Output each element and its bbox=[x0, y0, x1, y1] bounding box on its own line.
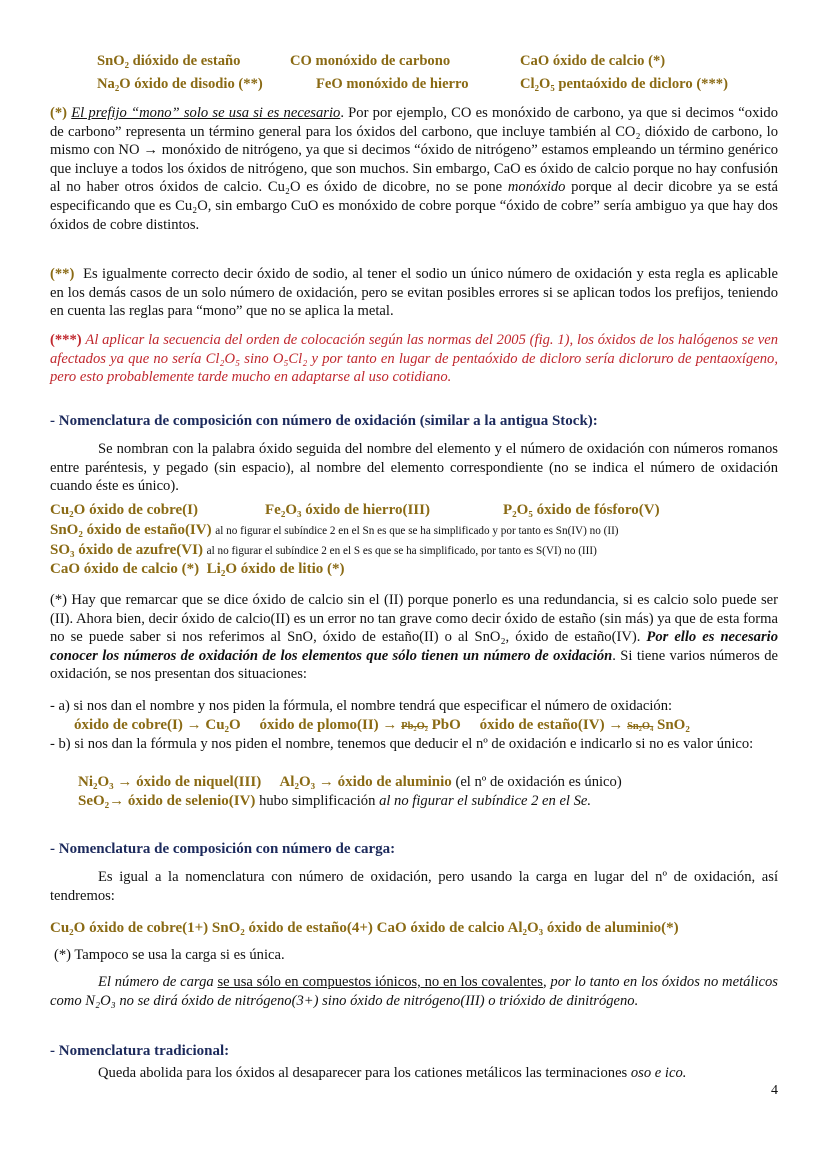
note-italic-word: monóxido bbox=[507, 179, 566, 196]
note-text-end: porque al decir dicobre ya se está especificando que es Cu₂O, sin embargo CuO es monóxido de cobre porque “óxido de cobre” sería ambiguo ya que hay dos óxidos de cobre distintos. bbox=[50, 179, 778, 233]
heading-traditional: - Nomenclatura tradicional: bbox=[50, 1043, 230, 1059]
note-mark: (**) bbox=[50, 266, 75, 282]
note-text: Es igualmente correcto decir óxido de sodio, al tener el sodio un único número de oxidación y esta regla es aplicable en los demás casos de un solo número de oxidación, pero se evitan posibles errores si se aplican todos los prefijos, teniendo en cuenta las reglas para “mono” que no se aplica la metal. bbox=[50, 266, 779, 320]
example-cao-li2o: CaO óxido de calcio (*) Li₂O óxido de litio (*) bbox=[50, 561, 345, 577]
section2-paragraph: El número de carga se usa sólo en compuestos iónicos, no en los covalentes, por lo tanto en los óxidos no metálicos como N₂O₃ no se dirá óxido de nitrógeno(3+) sino óxido de nitrógeno(III) o trióxido de dinitrógeno. bbox=[50, 974, 778, 1009]
section1-note: (*) Hay que remarcar que se dice óxido de calcio sin el (II) porque ponerlo es una redundancia, si es calcio solo puede ser (II). Ahora bien, decir óxido de calcio(II) es un error no tan grave como decir óxido de estaño (sin más) ya que de esta forma no se puede saber si nos referimos al SnO, óxido de estaño(II) o al SnO₂, óxido de estaño(IV). Por ello es necesario conocer los números de oxidación de los elementos que sólo tienen un número de oxidación. Si tiene varios números de oxidación, se nos presentan dos situaciones: bbox=[50, 592, 778, 683]
example-cu2o: Cu₂O óxido de cobre(I) bbox=[50, 502, 198, 518]
section3-text: Queda abolida para los óxidos al desaparecer para los cationes metálicos las terminaciones oso e ico. bbox=[98, 1065, 687, 1081]
note-halogens bbox=[50, 331, 778, 387]
example-note: al no figurar el subíndice 2 en el Sn es que se ha simplificado y por tanto es Sn(IV) no (II) bbox=[215, 525, 619, 537]
heading-oxidation-number: - Nomenclatura de composición con número de oxidación (similar a la antigua Stock): bbox=[50, 413, 598, 429]
section1-intro: Se nombran con la palabra óxido seguida del nombre del elemento y el número de oxidación con números romanos entre paréntesis, y pegado (sin espacio), al nombre del elemento correspondiente (no se indica el número de oxidación cuando éste es único). bbox=[50, 441, 778, 495]
case-a: - a) si nos dan el nombre y nos piden la fórmula, el nombre tendrá que especificar el número de oxidación: bbox=[50, 698, 673, 714]
example-sno2: SnO₂ dióxido de estaño bbox=[97, 53, 241, 69]
example-feo: FeO monóxido de hierro bbox=[316, 76, 469, 92]
note-mono bbox=[50, 104, 778, 234]
charge-note: (*) Tampoco se usa la carga si es única. bbox=[54, 947, 285, 963]
example-note: al no figurar el subíndice 2 en el S es que se ha simplificado, por tanto es S(VI) no (III) bbox=[206, 545, 597, 557]
example-so3-row: SO₃ óxido de azufre(VI) al no figurar el subíndice 2 en el S es que se ha simplificado, por tanto es S(VI) no (III) bbox=[50, 542, 597, 558]
example-cl2o5: Cl₂O₅ pentaóxido de dicloro (***) bbox=[520, 76, 728, 92]
section2-intro: Es igual a la nomenclatura con número de oxidación, pero usando la carga en lugar del nº de oxidación, así tendremos: bbox=[50, 869, 778, 904]
note-mark: (***) bbox=[50, 332, 82, 348]
note-text: Al aplicar la secuencia del orden de colocación según las normas del 2005 (fig. 1), los óxidos de los halógenos se ven afectados ya que no sería Cl₂O₅ sino O₅Cl₂ y por tanto en lugar de pentaóxido de dicloro sería dicloruro de pentaoxígeno, pero esto probablemente tarde mucho en adaptarse al uso cotidiano. bbox=[50, 332, 778, 386]
example-na2o: Na₂O óxido de disodio (**) bbox=[97, 76, 263, 92]
case-b-row1: Ni₂O₃ → óxido de niquel(III) Al₂O₃ → óxido de aluminio (el nº de oxidación es único) bbox=[78, 774, 622, 790]
note-sodium bbox=[50, 265, 778, 321]
case-b: - b) si nos dan la fórmula y nos piden el nombre, tenemos que deducir el nº de oxidación e indicarlo si no es valor único: bbox=[50, 736, 754, 752]
note-mark: (*) bbox=[50, 105, 68, 121]
example-p2o5: P₂O₅ óxido de fósforo(V) bbox=[503, 502, 660, 518]
note-text: . Por por ejemplo, CO es monóxido de carbono, ya que si decimos “oxido de carbono” representa un término general para los óxidos del carbono, que incluye también al CO₂ dióxido de carbono, lo mismo con NO → monóxido de nitrógeno, ya que si decimos “óxido de nitrógeno” estamos empleando un término genérico que incluye a todos los óxidos de nitrógeno, que son muchos. Sin embargo, CaO es óxido de calcio porque no hay confusión al no haber otros óxidos de calcio. Cu₂O es óxido de dicobre, no se pone bbox=[50, 105, 779, 196]
heading-charge-number: - Nomenclatura de composición con número de carga: bbox=[50, 841, 396, 857]
page-number: 4 bbox=[771, 1083, 778, 1098]
note-underlined-rule: El prefijo “mono” solo se usa si es necesario bbox=[71, 105, 341, 121]
case-b-row2: SeO₂→ óxido de selenio(IV) hubo simplificación al no figurar el subíndice 2 en el Se. bbox=[78, 793, 592, 809]
emphasis: Por ello es necesario conocer los números de oxidación de los elementos que sólo tienen un número de oxidación bbox=[50, 629, 778, 664]
charge-examples: Cu₂O óxido de cobre(1+) SnO₂ óxido de estaño(4+) CaO óxido de calcio Al₂O₃ óxido de aluminio(*) bbox=[50, 920, 679, 936]
example-cao: CaO óxido de calcio (*) bbox=[520, 53, 666, 69]
example-fe2o3: Fe₂O₃ óxido de hierro(III) bbox=[265, 502, 430, 518]
case-a-examples: óxido de cobre(I) → Cu₂O óxido de plomo(II) → Pb₂O₂ PbO óxido de estaño(IV) → Sn₂O₄ SnO₂ bbox=[74, 717, 690, 733]
example-sno2-row: SnO₂ óxido de estaño(IV) al no figurar el subíndice 2 en el Sn es que se ha simplificado y por tanto es Sn(IV) no (II) bbox=[50, 522, 619, 538]
example-co: CO monóxido de carbono bbox=[290, 53, 451, 69]
